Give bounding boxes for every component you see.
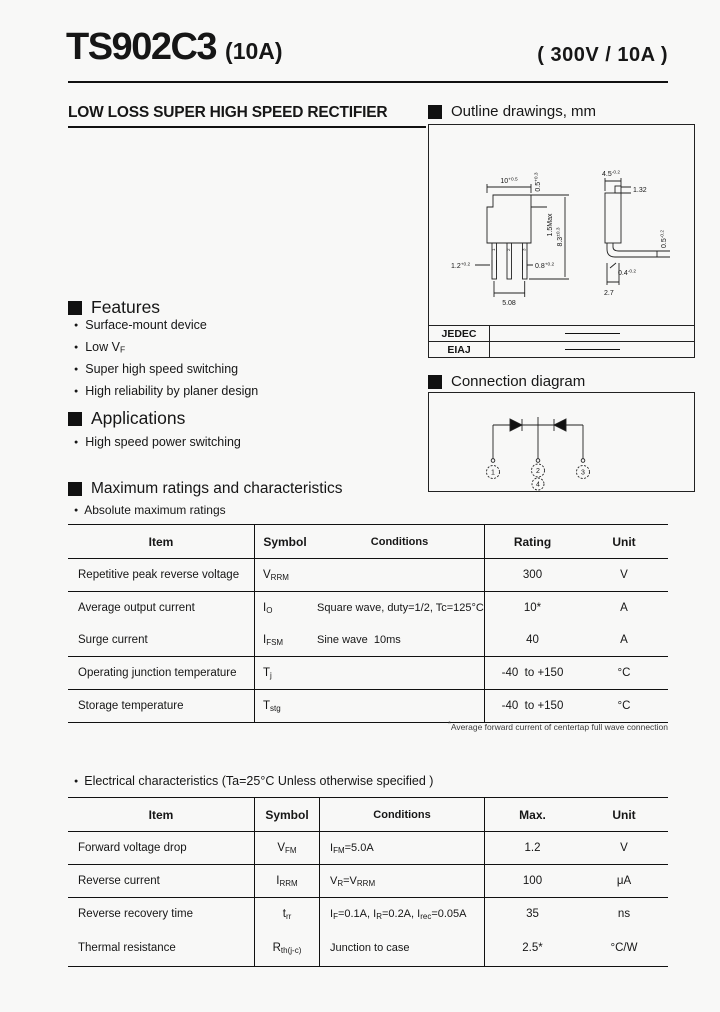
- section-connection-label: Connection diagram: [451, 373, 586, 390]
- package-registry-table: [429, 325, 694, 357]
- pin-label-1: 1: [491, 469, 495, 477]
- jedec-dash-line: [565, 333, 620, 334]
- conditions-cell: [315, 657, 485, 689]
- outline-drawing-box: [428, 124, 695, 358]
- symbol-cell: I FSM: [263, 634, 284, 647]
- max-cell: 2.5*: [522, 942, 543, 954]
- package-front-body: [487, 195, 531, 243]
- electrical-characteristics-table: [68, 797, 668, 967]
- dim-foot-length: 2.7: [604, 290, 614, 297]
- column-header-conditions: Conditions: [320, 798, 485, 831]
- package-side-body: [605, 193, 621, 243]
- item-cell: Surge current: [68, 624, 255, 656]
- section-max-ratings-label: Maximum ratings and characteristics: [91, 480, 343, 497]
- pin-label-4: 4: [536, 481, 540, 489]
- dim-lines-pitch: [494, 281, 525, 297]
- max-cell: 100: [522, 875, 543, 887]
- dim-lines-lead-width: [475, 260, 497, 270]
- rating-header: ( 300V / 10A ): [537, 44, 668, 66]
- symbol-cell: t rr: [255, 898, 320, 930]
- max-cell: 1.2: [524, 842, 541, 854]
- pin-number-2: 2: [506, 248, 511, 251]
- diode-2-triangle: [554, 419, 566, 431]
- unit-cell: A: [620, 634, 628, 646]
- table-row: [68, 898, 668, 930]
- rating-cell: -40 to +150: [501, 700, 564, 712]
- table-row: [68, 930, 668, 966]
- dim-lines-tab-thickness: [621, 187, 631, 193]
- item-cell: Storage temperature: [68, 690, 255, 722]
- dim-lines-step: [531, 195, 547, 207]
- unit-cell: °C: [617, 667, 631, 679]
- connection-diagram: [429, 393, 694, 491]
- lead-1: [492, 243, 497, 279]
- dim-lead-width-2: $0.8^{+0.2}$: [535, 262, 555, 270]
- section-square-icon: [68, 482, 82, 496]
- eiaj-dash-line: [565, 349, 620, 350]
- item-cell: Forward voltage drop: [68, 832, 255, 864]
- list-item: ● High speed power switching: [74, 433, 241, 453]
- unit-cell: V: [620, 569, 628, 581]
- features-list: [74, 316, 258, 404]
- column-header-symbol: Symbol: [255, 798, 320, 831]
- conditions-cell: [315, 690, 485, 722]
- section-outline-label: Outline drawings, mm: [451, 103, 597, 120]
- dim-lead-width: $1.2^{+0.2}$: [451, 262, 471, 270]
- symbol-cell: V RRM: [263, 569, 289, 582]
- column-header-unit: Unit: [612, 807, 636, 822]
- table-row: [68, 690, 668, 722]
- section-features: [68, 297, 160, 318]
- list-item: ● Low VF: [74, 338, 258, 360]
- table-row: [68, 832, 668, 865]
- package-side-tab: [615, 186, 621, 193]
- table-row: [68, 592, 668, 624]
- column-header-symbol: Symbol: [263, 534, 307, 549]
- table-header-row: [68, 525, 668, 559]
- section-applications: [68, 408, 185, 429]
- pin-lines: [493, 417, 583, 459]
- max-ratings-table: [68, 524, 668, 723]
- pin-number-1: 1: [491, 248, 496, 251]
- symbol-cell: R th(j-c): [255, 930, 320, 966]
- pin-label-3: 3: [581, 469, 585, 477]
- connection-diagram-box: [428, 392, 695, 492]
- terminal-dot-2: [536, 459, 540, 463]
- part-number: TS902C3: [66, 26, 217, 68]
- item-cell: Operating junction temperature: [68, 657, 255, 689]
- table-row: [429, 342, 694, 357]
- conditions-cell: Sine wave 10ms: [315, 624, 485, 656]
- terminal-dot-1: [491, 459, 495, 463]
- pin-label-2: 2: [536, 468, 540, 475]
- list-item: ● Surface-mount device: [74, 316, 258, 338]
- dim-body-width: $10^{+0.5}$: [500, 177, 518, 185]
- dim-lead-pitch: 5.08: [502, 300, 516, 307]
- column-header-rating: Rating: [513, 534, 552, 549]
- column-header-item: Item: [68, 525, 255, 558]
- section-features-label: Features: [91, 297, 161, 317]
- item-cell: Thermal resistance: [68, 930, 255, 966]
- table-row: [429, 326, 694, 342]
- table-row: [68, 624, 668, 657]
- section-square-icon: [428, 105, 442, 119]
- rating-cell: 10*: [523, 602, 542, 614]
- item-cell: Repetitive peak reverse voltage: [68, 559, 255, 591]
- symbol-cell: I RRM: [255, 865, 320, 897]
- dim-tab-thickness: 1.32: [633, 187, 647, 194]
- terminal-dot-3: [581, 459, 585, 463]
- absolute-max-ratings-label: ● Absolute maximum ratings: [74, 503, 226, 517]
- section-applications-label: Applications: [91, 408, 186, 428]
- list-item: ● Super high speed switching: [74, 360, 258, 382]
- conditions-cell: V R =V RRM: [320, 865, 485, 897]
- eiaj-value: [490, 349, 694, 350]
- dim-lines-lead-width-2: [523, 260, 534, 270]
- title-rule: [68, 81, 668, 83]
- section-square-icon: [68, 412, 82, 426]
- item-cell: Reverse current: [68, 865, 255, 897]
- unit-cell: V: [620, 842, 628, 854]
- table-header-row: [68, 798, 668, 832]
- dim-side-width: $4.5^{-0.2}$: [602, 170, 621, 178]
- rating-cell: 40: [526, 634, 539, 646]
- conditions-cell: Junction to case: [320, 930, 485, 966]
- unit-cell: ns: [617, 908, 631, 920]
- table-row: [68, 559, 668, 592]
- column-header-unit: Unit: [612, 534, 636, 549]
- column-header-item: Item: [68, 798, 255, 831]
- dim-lines-standoff: [657, 251, 670, 257]
- dim-standoff: $0.5^{-0.2}$: [660, 229, 668, 249]
- electrical-characteristics-label: ● Electrical characteristics (Ta=25°C Unless otherwise specified ): [74, 774, 433, 788]
- package-outline-drawing: [429, 125, 694, 327]
- conditions-cell: I FM =5.0A: [320, 832, 485, 864]
- symbol-cell: T stg: [263, 700, 281, 713]
- lead-3: [523, 243, 528, 279]
- dim-body-thickness: 1.5Max: [547, 213, 554, 237]
- table-row: [68, 657, 668, 690]
- page-title: [66, 26, 283, 69]
- lead-2: [507, 243, 512, 279]
- unit-cell: °C/W: [610, 942, 638, 954]
- jedec-label: JEDEC: [429, 326, 490, 341]
- eiaj-label: EIAJ: [429, 342, 490, 357]
- rating-cell: -40 to +150: [501, 667, 564, 679]
- symbol-cell: I O: [263, 602, 273, 615]
- section-max-ratings: [68, 480, 343, 498]
- section-outline-drawings: [428, 103, 596, 120]
- dim-leader-foot-thickness: [610, 263, 616, 268]
- section-connection-diagram: [428, 373, 585, 390]
- unit-cell: °C: [617, 700, 631, 712]
- part-current-note: (10A): [225, 38, 283, 64]
- dim-lines-side-width: [605, 178, 621, 191]
- pin-number-3: 3: [521, 248, 527, 251]
- dim-step: $0.5^{+0.3}$: [534, 172, 542, 192]
- dim-lines-width: [487, 184, 531, 193]
- dim-foot-thickness: $0.4^{-0.2}$: [618, 269, 637, 277]
- package-side-lead: [607, 243, 657, 257]
- rating-cell: 300: [522, 569, 543, 581]
- conditions-cell: Square wave, duty=1/2, Tc=125°C: [315, 592, 485, 624]
- list-item: ● High reliability by planer design: [74, 382, 258, 404]
- column-header-max: Max.: [519, 807, 546, 822]
- symbol-cell: T j: [263, 667, 272, 680]
- dim-height: $8.3^{\pm 0.3}$: [556, 227, 564, 247]
- conditions-cell: [315, 559, 485, 591]
- max-ratings-footnote: *Average forward current of centertap full wave connection: [448, 721, 668, 732]
- column-header-conditions: Conditions: [315, 525, 485, 558]
- jedec-value: [490, 333, 694, 334]
- table-row: [68, 865, 668, 898]
- symbol-cell: V FM: [255, 832, 320, 864]
- conditions-cell: I F =0.1A, I R =0.2A, I rec =0.05A: [320, 898, 485, 930]
- item-cell: Average output current: [68, 592, 255, 624]
- section-square-icon: [68, 301, 82, 315]
- applications-list: [74, 433, 241, 453]
- unit-cell: μA: [616, 875, 632, 887]
- diode-1-triangle: [510, 419, 522, 431]
- max-cell: 35: [526, 908, 539, 920]
- item-cell: Reverse recovery time: [68, 898, 255, 930]
- device-description: LOW LOSS SUPER HIGH SPEED RECTIFIER: [68, 104, 426, 128]
- section-square-icon: [428, 375, 442, 389]
- unit-cell: A: [620, 602, 628, 614]
